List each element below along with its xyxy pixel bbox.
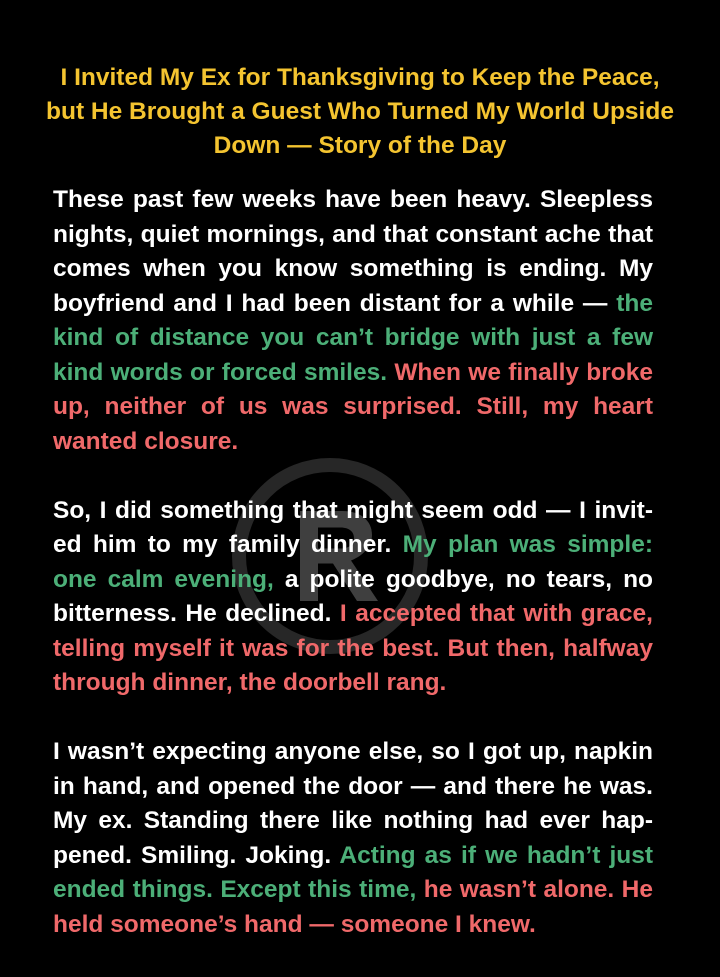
story-paragraph	[53, 735, 653, 942]
article-title: I Invited My Ex for Thanksgiving to Keep the Peace, but He Brought a Guest Who Turned My World Upside Down — Story of the Day	[46, 64, 674, 159]
highlight-red-segment: he wasn’t alone. He held someone’s hand — someone I knew.	[53, 876, 653, 938]
paragraph-text-segment: These past few weeks have been heavy. Sleepless nights, quiet mornings, and that constant ache that comes when you know something is ending. My boyfriend and I had been distant for a while —	[53, 186, 653, 317]
highlight-green-segment: Acting as if we hadn’t just ended things. Except this time,	[53, 841, 653, 903]
article-body	[53, 183, 653, 977]
paragraph-text-segment: I wasn’t expecting anyone else, so I got up, napkin in hand, and opened the door — and there he was. My ex. Standing there like nothing had ever happened. Smiling. Joking.	[53, 738, 653, 869]
highlight-red-segment: When we finally broke up, neither of us was surprised. Still, my heart wanted closure.	[53, 358, 653, 455]
paragraph-text-segment: a polite goodbye, no tears, no bitterness. He declined.	[53, 565, 653, 627]
highlight-green-segment: the kind of distance you can’t bridge with just a few kind words or forced smiles.	[53, 289, 653, 386]
highlight-green-segment: My plan was simple: one calm evening,	[53, 531, 653, 593]
highlight-red-segment: I accepted that with grace, telling myself it was for the best. But then, halfway through dinner, the doorbell rang.	[53, 600, 653, 696]
story-paragraph	[53, 494, 653, 701]
paragraph-text-segment: So, I did something that might seem odd — I invited him to my family dinner.	[53, 496, 653, 558]
story-paragraph	[53, 183, 653, 459]
